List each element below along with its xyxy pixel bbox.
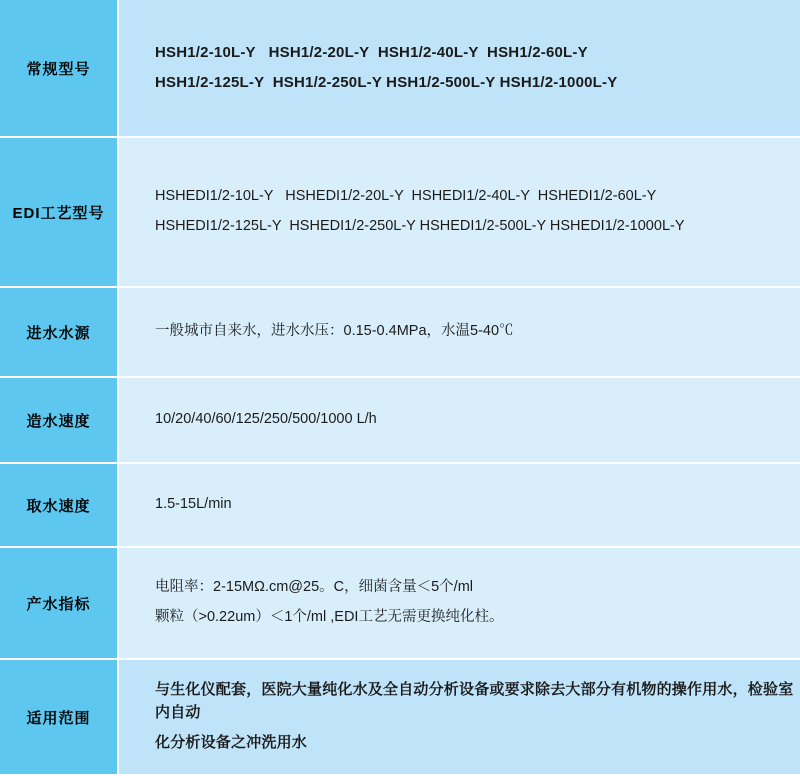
table-row [0,463,800,547]
row-value-line: HSHEDI1/2-10L-Y HSHEDI1/2-20L-Y HSHEDI1/2-40L-Y HSHEDI1/2-60L-Y [155,188,657,205]
row-value-line: HSH1/2-10L-Y HSH1/2-20L-Y HSH1/2-40L-Y HSH1/2-60L-Y [155,43,588,61]
row-label-text: EDI工艺型号 [12,204,105,222]
row-label-text: 取水速度 [26,497,91,515]
row-value-line: 与生化仪配套，医院大量纯化水及全自动分析设备或要求除去大部分有机物的操作用水，检验室内自动 [155,681,794,721]
row-label-text: 适用范围 [26,709,91,727]
row-value-edi-models [118,137,800,287]
row-label-edi-models [0,137,118,287]
row-label-water-source [0,287,118,377]
table-row [0,287,800,377]
row-value-production-rate [118,377,800,463]
row-value-models [118,0,800,137]
row-label-text: 产水指标 [26,595,91,613]
row-label-text: 造水速度 [26,412,91,430]
row-value-line: 化分析设备之冲洗用水 [155,734,308,752]
row-label-text: 进水水源 [26,324,91,342]
row-value-line: 一般城市自来水，进水水压：0.15-0.4MPa，水温5-40℃ [155,323,514,340]
row-value-draw-rate [118,463,800,547]
row-label-text: 常规型号 [26,60,91,78]
row-label-production-rate [0,377,118,463]
row-label-application-scope [0,659,118,775]
table-row [0,659,800,775]
row-label-water-quality [0,547,118,659]
table-row [0,547,800,659]
row-value-line: 颗粒（>0.22um）＜1个/ml ,EDI工艺无需更换纯化柱。 [155,609,504,625]
row-value-line: 10/20/40/60/125/250/500/1000 L/h [155,411,377,428]
row-value-application-scope [118,659,800,775]
row-value-line: HSHEDI1/2-125L-Y HSHEDI1/2-250L-Y HSHEDI1/2-500L-Y HSHEDI1/2-1000L-Y [155,218,685,234]
row-label-models [0,0,118,137]
row-value-line: 1.5-15L/min [155,496,232,513]
row-value-water-quality [118,547,800,659]
row-value-line: HSH1/2-125L-Y HSH1/2-250L-Y HSH1/2-500L-Y HSH1/2-1000L-Y [155,74,618,91]
table-row [0,0,800,137]
row-value-line: 电阻率：2-15MΩ.cm@25。C，细菌含量＜5个/ml [155,579,474,596]
row-value-water-source [118,287,800,377]
table-row [0,377,800,463]
table-row [0,137,800,287]
row-label-draw-rate [0,463,118,547]
